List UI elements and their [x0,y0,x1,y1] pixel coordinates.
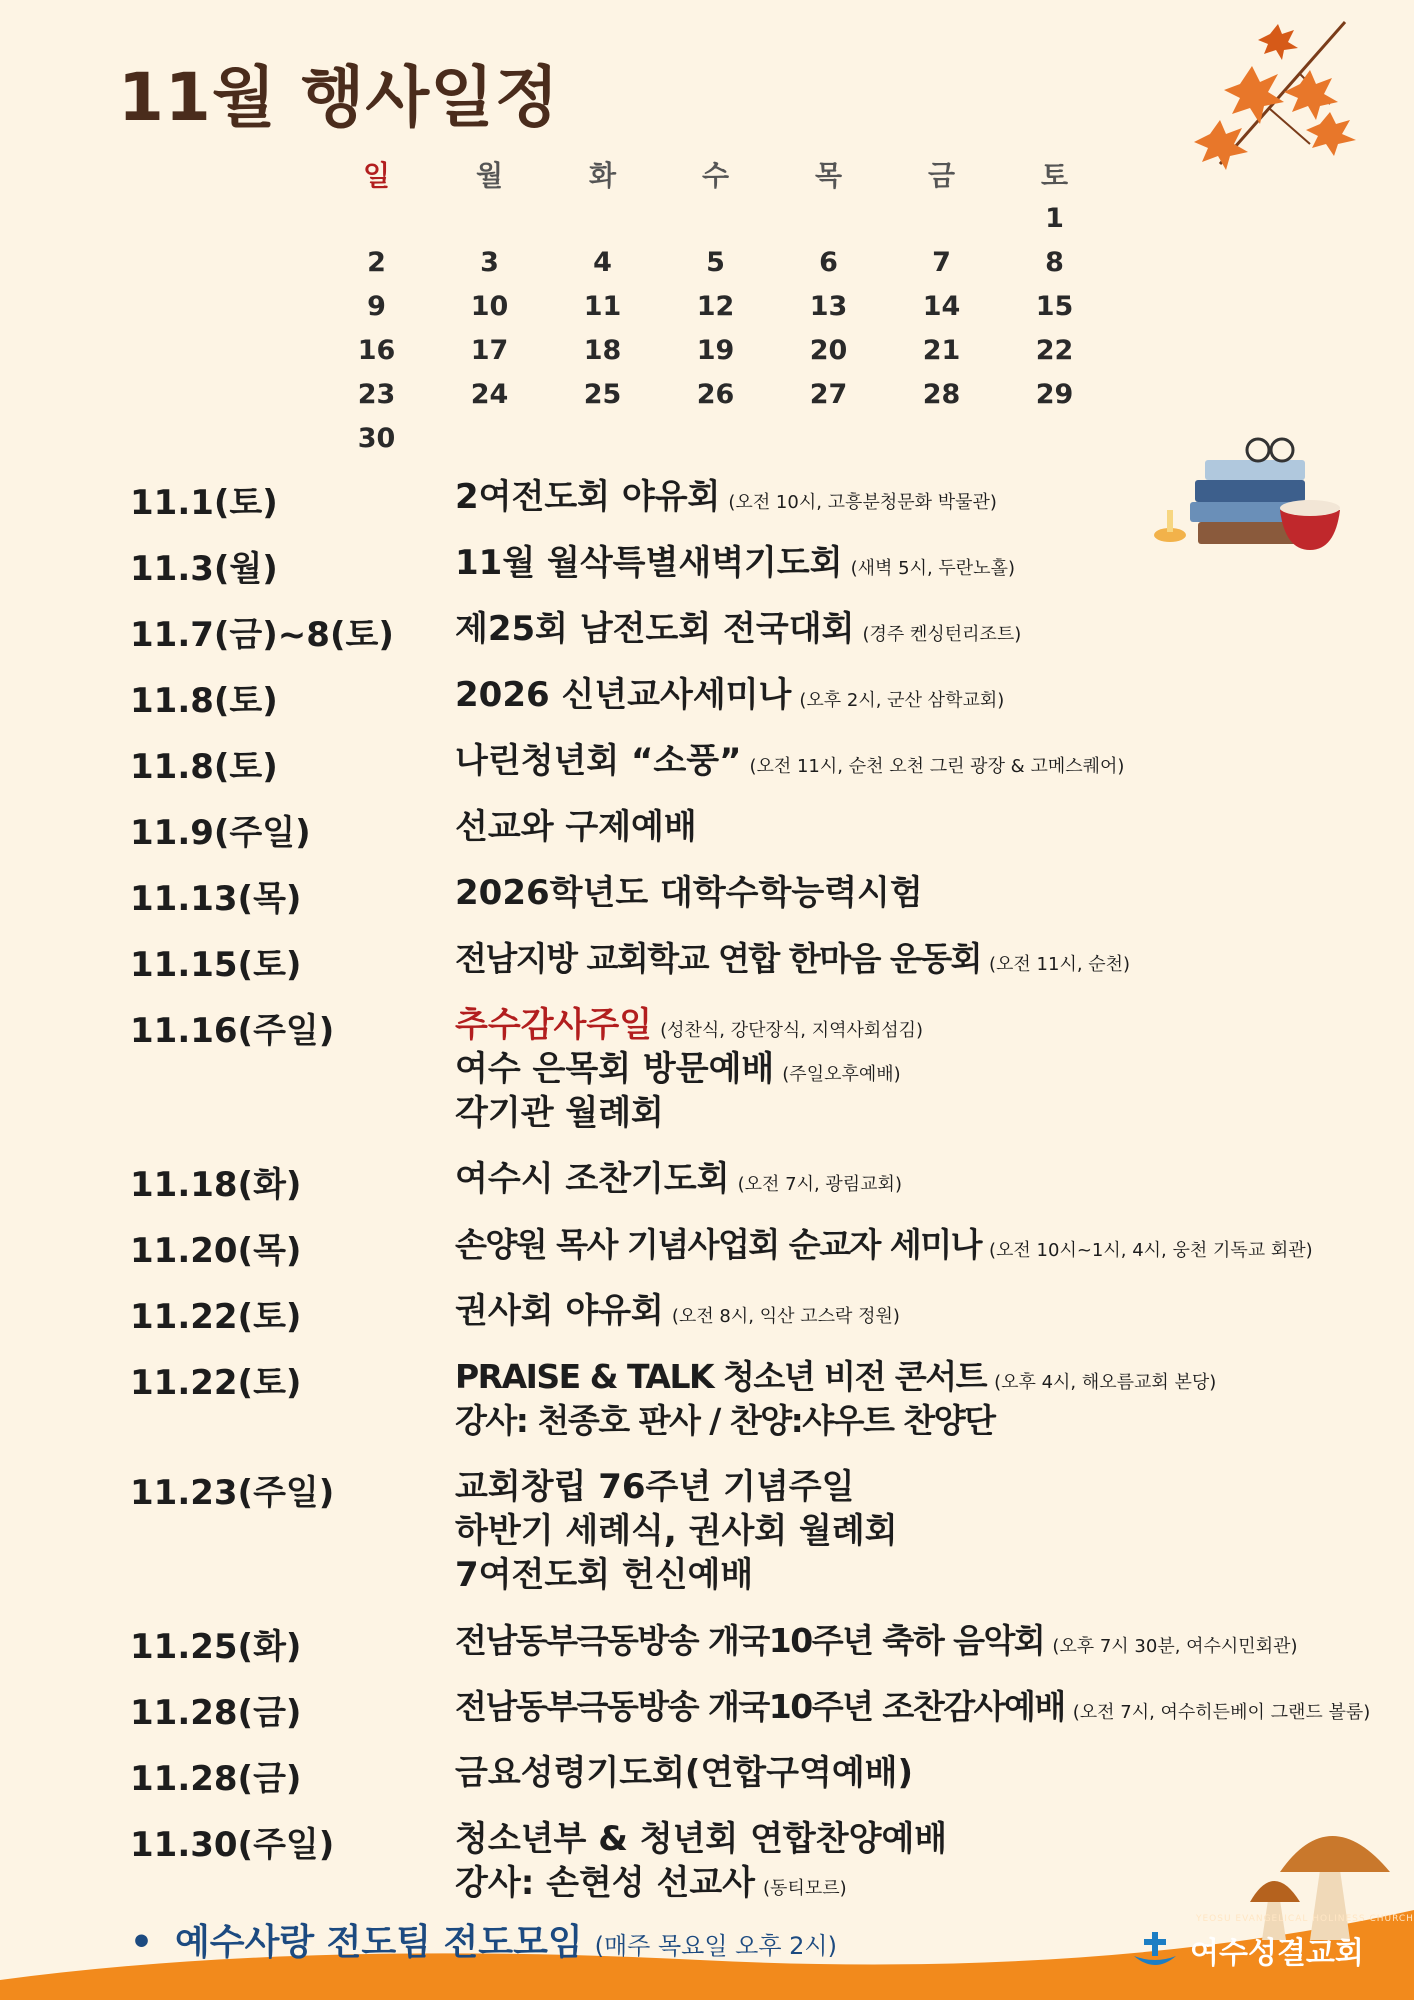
event-date: 11.8(토) [130,681,278,721]
event-title: 금요성령기도회(연합구역예배) [455,1753,914,1793]
event-title: 2026 신년교사세미나 [455,675,792,715]
event-details [455,1355,1216,1443]
event-title: 권사회 야유회 [455,1291,664,1331]
event-line [455,805,697,849]
calendar-weekday: 화 [588,159,617,192]
event-details [455,805,697,849]
event-line [455,1509,898,1553]
calendar-day: 10 [470,290,509,322]
event-details [455,871,923,915]
event-line [455,1091,923,1135]
event-line [455,1223,1313,1267]
event-date: 11.30(주일) [130,1825,335,1865]
event-details [455,1685,1370,1729]
calendar-weekday: 금 [927,159,956,192]
event-title: 여수 은목회 방문예배 [455,1049,775,1089]
calendar-day: 14 [922,290,961,322]
calendar-week-row [320,372,1111,416]
calendar-day: 3 [480,246,499,278]
event-details [455,1157,902,1201]
event-note: (경주 켄싱턴리조트) [862,624,1022,645]
church-logo [1128,1928,1364,1972]
event-title: 선교와 구제예배 [455,807,697,847]
calendar-day: 1 [1045,202,1064,234]
event-note: (오전 7시, 광림교회) [737,1174,902,1195]
calendar-day: 16 [357,334,396,366]
event-line [455,1751,913,1795]
event-note: (성찬식, 강단장식, 지역사회섬김) [660,1020,924,1041]
event-line [455,475,997,519]
church-cross-icon [1128,1930,1182,1970]
calendar-day: 8 [1045,246,1064,278]
maple-leaves-illustration [1180,14,1380,184]
calendar-weekday: 목 [814,159,843,192]
event-details [455,1751,913,1795]
calendar-weekday: 월 [475,159,504,192]
calendar-day: 6 [819,246,838,278]
event-details [455,937,1130,981]
event-title: 11월 월삭특별새벽기도회 [455,543,843,583]
calendar-day: 17 [470,334,509,366]
calendar-weekday: 수 [701,159,730,192]
books-and-cup-illustration [1150,410,1350,560]
event-date: 11.23(주일) [130,1473,335,1513]
calendar-weekday-row [320,152,1111,196]
calendar-day: 15 [1035,290,1074,322]
event-line [455,739,1124,783]
calendar-weekday: 토 [1040,159,1069,192]
calendar-week-row [320,328,1111,372]
event-date: 11.8(토) [130,747,278,787]
calendar-day: 29 [1035,378,1074,410]
event-note: (오후 4시, 해오름교회 본당) [994,1372,1217,1393]
church-name: 여수성결교회 [1190,1936,1364,1971]
event-details [455,1289,900,1333]
event-details [455,1223,1313,1267]
event-title: 청소년부 & 청년회 연합찬양예배 [455,1819,948,1859]
event-line [455,1685,1370,1729]
calendar-day: 28 [922,378,961,410]
event-date: 11.22(토) [130,1363,302,1403]
event-date: 11.28(금) [130,1693,302,1733]
event-line [455,541,1015,585]
event-line [455,1465,898,1509]
event-title: 제25회 남전도회 전국대회 [455,609,855,649]
event-date: 11.16(주일) [130,1011,335,1051]
event-title: 2026학년도 대학수학능력시험 [455,873,923,913]
event-line [455,937,1130,981]
event-note: (오전 7시, 여수히든베이 그랜드 볼룸) [1072,1702,1371,1723]
event-line [455,673,1004,717]
event-details [455,1817,947,1905]
event-line [455,1861,947,1905]
bottom-notice-note: (매주 목요일 오후 2시) [594,1932,837,1960]
calendar-week-row [320,240,1111,284]
event-title: 교회창립 76주년 기념주일 [455,1467,855,1507]
bullet-icon: • [130,1922,154,1963]
event-line [455,1003,923,1047]
event-note: (동티모르) [763,1878,847,1899]
calendar-day: 11 [583,290,622,322]
event-line [455,1157,902,1201]
event-details [455,1619,1298,1663]
event-title: 전남동부극동방송 개국10주년 조찬감사예배 [455,1687,1065,1726]
calendar-day: 12 [696,290,735,322]
calendar-day: 2 [367,246,386,278]
event-date: 11.7(금)~8(토) [130,615,394,655]
event-date: 11.1(토) [130,483,278,523]
calendar-day: 30 [357,422,396,454]
event-line [455,607,1021,651]
event-line [455,1289,900,1333]
page-title: 11월 행사일정 [118,59,560,136]
event-date: 11.28(금) [130,1759,302,1799]
event-details [455,1003,923,1135]
event-date: 11.25(화) [130,1627,302,1667]
event-note: (오후 2시, 군산 삼학교회) [799,690,1005,711]
event-note: (오전 11시, 순천 오천 그린 광장 & 고메스퀘어) [749,756,1125,777]
calendar-week-row [320,196,1111,240]
calendar-day: 9 [367,290,386,322]
event-title: 7여전도회 헌신예배 [455,1555,754,1595]
calendar-day: 4 [593,246,612,278]
calendar-day: 24 [470,378,509,410]
event-line [455,1817,947,1861]
calendar-day: 26 [696,378,735,410]
event-details [455,475,997,519]
calendar-day: 19 [696,334,735,366]
event-title: 2여전도회 야유회 [455,477,721,517]
calendar-week-row [320,284,1111,328]
calendar-day: 7 [932,246,951,278]
event-line [455,1355,1216,1399]
event-title: 하반기 세례식, 권사회 월례회 [455,1511,898,1551]
calendar-day: 13 [809,290,848,322]
calendar-day: 27 [809,378,848,410]
event-title: 강사: 천종호 판사 / 찬양:샤우트 찬양단 [455,1401,995,1440]
event-title: 여수시 조찬기도회 [455,1159,730,1199]
event-title: 나린청년회 “소풍” [455,741,742,781]
calendar-day: 25 [583,378,622,410]
calendar-day: 23 [357,378,396,410]
event-note: (오전 8시, 익산 고스락 정원) [671,1306,900,1327]
event-date: 11.3(월) [130,549,278,589]
event-note: (오전 11시, 순천) [989,954,1131,975]
event-title: 전남동부극동방송 개국10주년 축하 음악회 [455,1621,1045,1660]
calendar-day: 18 [583,334,622,366]
event-title: 각기관 월례회 [455,1093,664,1133]
event-date: 11.15(토) [130,945,302,985]
event-details [455,739,1124,783]
event-title: PRAISE & TALK 청소년 비전 콘서트 [455,1357,987,1396]
event-note: (새벽 5시, 두란노홀) [850,558,1015,579]
event-date: 11.9(주일) [130,813,311,853]
event-title: 강사: 손현성 선교사 [455,1863,756,1903]
calendar-weekday: 일 [362,159,391,192]
event-note: (오전 10시, 고흥분청문화 박물관) [728,492,997,513]
church-subtitle: YEOSU EVANGELICAL HOLINESS CHURCH [1196,1914,1414,1924]
event-note: (오후 7시 30분, 여수시민회관) [1052,1636,1298,1657]
event-date: 11.13(목) [130,879,302,919]
calendar [320,152,1111,460]
event-date: 11.20(목) [130,1231,302,1271]
event-line [455,1047,923,1091]
event-date: 11.22(토) [130,1297,302,1337]
event-line [455,1553,898,1597]
event-line [455,1619,1298,1663]
calendar-day: 20 [809,334,848,366]
bottom-notice [130,1914,837,1965]
event-details [455,673,1004,717]
event-details [455,607,1021,651]
event-line [455,1399,1216,1443]
calendar-week-row [320,416,1111,460]
event-title: 전남지방 교회학교 연합 한마음 운동회 [455,939,982,978]
event-date: 11.18(화) [130,1165,302,1205]
event-note: (주일오후예배) [782,1064,901,1085]
event-line [455,871,923,915]
event-title: 추수감사주일 [455,1005,653,1045]
event-note: (오전 10시~1시, 4시, 웅천 기독교 회관) [989,1240,1313,1261]
event-title: 손양원 목사 기념사업회 순교자 세미나 [455,1225,982,1264]
event-details [455,541,1015,585]
calendar-day: 5 [706,246,725,278]
event-details [455,1465,898,1597]
bottom-notice-text: 예수사랑 전도팀 전도모임 [175,1922,583,1963]
calendar-day: 22 [1035,334,1074,366]
calendar-day: 21 [922,334,961,366]
